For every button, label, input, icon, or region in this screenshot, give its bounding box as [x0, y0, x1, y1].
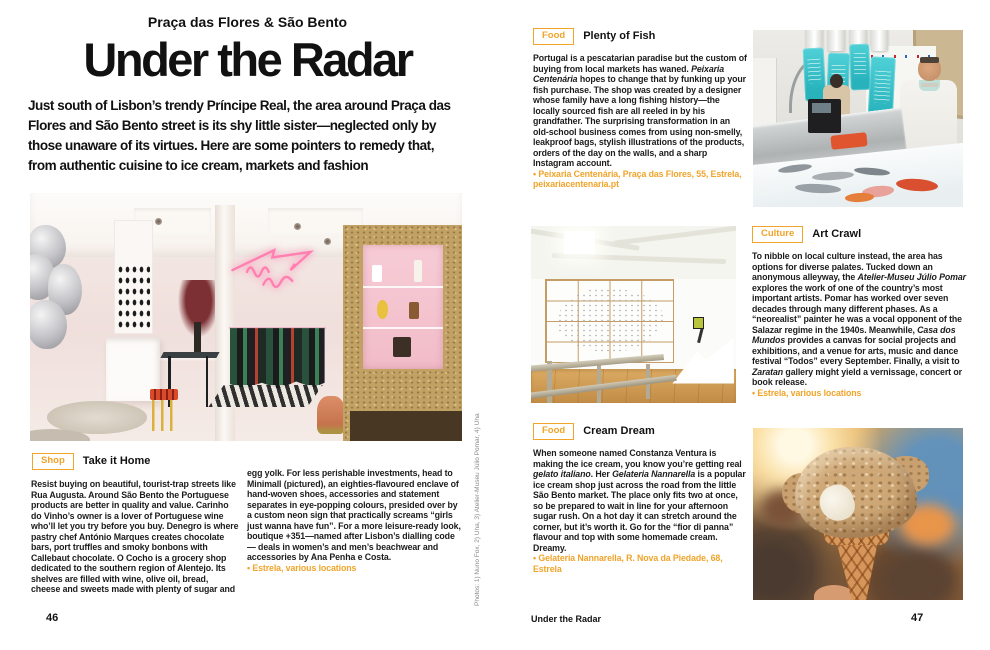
- intro-line: from authentic cuisine to ice cream, markets and fashion: [28, 158, 369, 173]
- shop-column-2-text: egg yolk. For less perishable investments, head to Minimall (pictured), an eighties-flavoured enclave of hand-woven shoes, accessories and statement separates in eye-popping colours, presided over by a custom neon sign that practically screams “girls just wanna have fun”. For a more leisure-ready look, boutique +351—named after Lisbon’s dialling code— deals in women’s and men’s beachwear and accessories by Ana Penha e Costa.: [247, 468, 461, 562]
- intro-paragraph: [28, 96, 503, 176]
- photo-atelier-museu: [531, 226, 736, 403]
- skylight: [564, 231, 595, 254]
- culture-section-body: [752, 251, 967, 398]
- foil-balloons: [30, 225, 90, 354]
- photo-credits: Photos: 1) Nuno Fox, 2) Uha, 3) Atelier-Museu Júlio Pomar, 4) Uha: [474, 413, 481, 606]
- culture-text: To nibble on local culture instead, the area has options for diverse palates. Tucked down an anonymous alleyway, the Atelier-Museu Júlio Pomar explores the work of one of the country’s most important artists. Pomar has worked over seven decades through many different phases. As a “neorealist” painter he was a vocal opponent of the Salazar regime in the 1940s. Meanwhile, Casa dos Mundos provides a canvas for social projects and exhibitions, and a venue for arts, music and dance festival “Todos” every September. Finally, a visit to Zaratan gallery might yield a vernissage, concert or book release.: [752, 251, 966, 387]
- sunglasses: [920, 57, 939, 62]
- flower-vase: [194, 322, 201, 352]
- under-counter-shadow: [350, 411, 462, 441]
- paper-roll: [871, 30, 889, 51]
- pink-neon-sign: [227, 233, 318, 300]
- clothes-rack: [230, 328, 325, 390]
- fish-section-body: [533, 53, 747, 190]
- kicker: Praça das Flores & São Bento: [147, 14, 348, 30]
- intro-line: Just south of Lisbon’s trendy Príncipe Real, the area around Praça das: [28, 98, 451, 113]
- patterned-rug: [208, 385, 323, 407]
- photo-gelateria-nannarella: [753, 428, 963, 600]
- stool: [150, 389, 178, 431]
- shop-address: • Estrela, various locations: [247, 562, 357, 573]
- culture-heading: Art Crawl: [812, 228, 862, 241]
- spotlight: [324, 238, 331, 245]
- culture-section-header: [752, 226, 861, 243]
- bokeh-blob: [753, 542, 803, 600]
- cream-section-header: [533, 423, 655, 440]
- fish-section-header: [533, 28, 655, 45]
- white-pedestal: [672, 338, 734, 384]
- running-title: Under the Radar: [531, 614, 602, 624]
- photo-peixaria-centenaria: [753, 30, 963, 207]
- fish-address: • Peixaria Centenária, Praça das Flores, 55, Estrela, peixariacentenaria.pt: [533, 168, 742, 189]
- fish-heading: Plenty of Fish: [583, 30, 656, 43]
- food-tag: Food: [533, 28, 574, 45]
- sculpture-stem: [697, 327, 704, 343]
- culture-address: • Estrela, various locations: [752, 387, 862, 398]
- shop-section-header: [32, 453, 150, 470]
- page-number-right: 47: [911, 612, 924, 624]
- sculpture-head: [693, 317, 704, 329]
- shop-column-2: [247, 468, 463, 573]
- intro-line: Flores and São Bento street is its shy little sister—neglected only by: [28, 118, 437, 133]
- cream-heading: Cream Dream: [583, 425, 655, 438]
- cream-text: When someone named Constanza Ventura is making the ice cream, you know you’re getting real gelato italiano. Her Gelateria Nannarella is a popular ice cream shop just across the road from the little São Bento market. The place only fits two at once, so be prepared to wait in line for your afternoon sugar rush. On a hot day it can stretch around the corner, but it’s worth it. Go for the “fior di panna” flavour and top with some homemade cream. Dreamy.: [533, 448, 746, 553]
- cream-address: • Gelateria Nannarella, R. Nova da Piedade, 68, Estrela: [533, 553, 723, 574]
- pink-display-niche: [363, 245, 443, 369]
- intro-line: those unaware of its virtues. Here are some pointers to remedy that,: [28, 138, 435, 153]
- shop-column-1: Resist buying on beautiful, tourist-trap streets like Rua Augusta. Around São Bento the Portuguese products are better in quality and value. Carinho do Vinho’s owner is a lover of Portuguese wine who’ll let you try before you buy. Denegro is where pastry chef António Marques creates chocolate bars, port truffles and smoky bonbons with Callebaut chocolate. O Cocho is a grocery shop dedicated to the southern region of Alentejo. Its shelves are filled with wine, olive oil, bread, cheese and sweets made with plenty of sugar and: [31, 479, 239, 594]
- hand: [814, 585, 854, 600]
- shop-tag: Shop: [32, 453, 74, 470]
- paper-roll: [828, 30, 846, 51]
- fish-text: Portugal is a pescatarian paradise but the custom of buying from local markets has waned. Peixaria Centenária hopes to change that by funking up your fish purchase. The shop was created by a designer whose family have a long fishing history—the locally sourced fish are all reeled in by his grandfather. The surprising transformation in an old-school business comes from using non-smelly, leakproof bags, stylish illustrations of the products, orders of the day on the walls, and a sharp Instagram account.: [533, 53, 747, 168]
- register-screen: [812, 103, 831, 114]
- spotlight: [294, 223, 301, 230]
- bokeh-blob: [883, 552, 954, 600]
- shop-heading: Take it Home: [82, 455, 151, 468]
- grid-artwork: [545, 279, 674, 362]
- display-shelf: [114, 220, 153, 334]
- page-title: Under the Radar: [83, 33, 412, 86]
- apron-strap: [921, 83, 938, 87]
- culture-tag: Culture: [752, 226, 803, 243]
- velvet-pouf: [317, 396, 345, 433]
- photo-minimall-boutique: [30, 193, 462, 441]
- teal-bag: [849, 44, 871, 91]
- cream-section-body: [533, 448, 747, 574]
- food-tag: Food: [533, 423, 574, 440]
- page-number-left: 46: [46, 612, 59, 624]
- artwork-speckles: [557, 288, 664, 351]
